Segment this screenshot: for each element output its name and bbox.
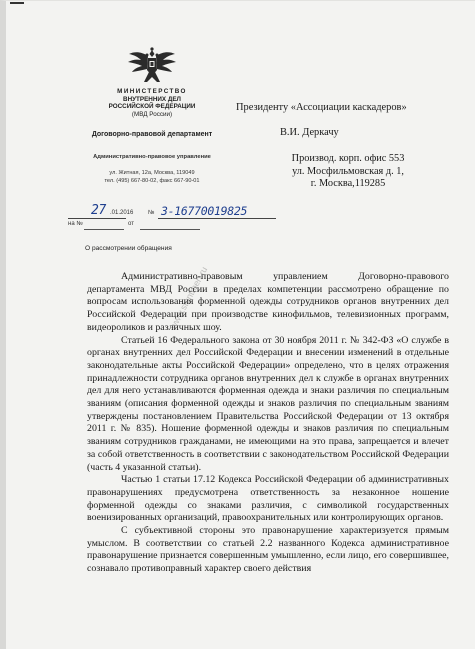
recipient-title: Президенту «Ассоциации каскадеров» bbox=[236, 102, 407, 113]
reference-number-blank bbox=[84, 229, 124, 230]
body-paragraph-1: Административно-правовым управлением Договорно-правового департамента МВД России в пределах компетенции рассмотрено обращение по вопросам использования форменной одежды сотрудников органов внутренних дел Российской Федерации при производстве кинофильмов, телевизионных программ, видеороликов и различных шоу. bbox=[87, 271, 449, 333]
recipient-address-line-3: г. Москва,119285 bbox=[310, 178, 386, 190]
address-line-2: тел. (495) 667-80-02, факс 667-90-01 bbox=[104, 177, 200, 184]
reference-date-label: от bbox=[128, 221, 134, 227]
printed-date-year: .01.2016 bbox=[110, 210, 134, 216]
ministry-line-2: ВНУТРЕННИХ ДЕЛ bbox=[123, 95, 181, 103]
reference-date-blank bbox=[140, 229, 200, 230]
ministry-name bbox=[68, 88, 236, 118]
recipient-address-line-1: Производ. корп. офис 553 bbox=[291, 153, 405, 164]
number-sign: № bbox=[148, 210, 155, 216]
subject-line: О рассмотрении обращения bbox=[85, 245, 172, 252]
double-headed-eagle-emblem-icon bbox=[126, 46, 178, 86]
handwritten-date-day: 27 bbox=[91, 203, 107, 218]
ministry-line-3: РОССИЙСКОЙ ФЕДЕРАЦИИ bbox=[108, 103, 196, 111]
reference-number-label: на № bbox=[68, 221, 83, 227]
handwritten-registration-number: 3-16770019825 bbox=[161, 204, 248, 218]
registration-line bbox=[68, 204, 278, 222]
address-line-1: ул. Житная, 12а, Москва, 119049 bbox=[109, 170, 195, 176]
ministry-line-4: (МВД России) bbox=[131, 110, 173, 118]
ministry-address bbox=[68, 170, 236, 185]
body-paragraph-3: Частью 1 статьи 17.12 Кодекса Российской Федерации об административных правонарушениях предусмотрена ответственность за незаконное ношение форменной одежды со знаками различия, с символикой государственных военизированных организаций, правоохранительных или контролирующих органов. bbox=[87, 474, 449, 524]
ministry-line-1: МИНИСТЕРСТВО bbox=[117, 88, 187, 95]
body-paragraph-4: С субъективной стороны это правонарушение характеризуется прямым умыслом. В соответствии со статьей 2.2 названного Кодекса административное правонарушение признается совершенным умышленно, если лицо, его совершившее, сознавало противоправный характер своего действия bbox=[87, 525, 449, 575]
recipient-address bbox=[268, 153, 428, 191]
division-name: Административно-правовое управление bbox=[93, 154, 211, 160]
department-name: Договорно-правовой департамент bbox=[91, 131, 213, 138]
corner-dash-mark bbox=[10, 2, 24, 4]
reference-line bbox=[68, 221, 233, 231]
recipient-name: В.И. Деркачу bbox=[280, 127, 339, 138]
watermark-text: www.stuntmen.ru bbox=[168, 265, 210, 331]
recipient-address-line-2: ул. Мосфильмовская д. 1, bbox=[292, 165, 404, 177]
letter-body bbox=[87, 271, 449, 576]
body-paragraph-2: Статьей 16 Федерального закона от 30 ноября 2011 г. № 342-ФЗ «О службе в органах внутренних дел Российской Федерации и внесении изменений в отдельные законодательные акты Российской Федерации» определено, что в целях отражения принадлежности сотрудника органов внутренних дел к службе в органах внутренних дел для него устанавливаются форменная одежда и знаки различия по специальным званиям (описания форменной одежды и знаков различия по специальным званиям утверждены постановлением Правительства Российской Федерации от 13 октября 2011 г. № 835). Ношение форменной одежды и знаков различия по специальным званиям сотрудников гражданами, не имеющими на это права, запрещается и влечет за собой ответственность в соответствии с законодательством Российской Федерации (часть 4 указанной статьи). bbox=[87, 334, 449, 473]
